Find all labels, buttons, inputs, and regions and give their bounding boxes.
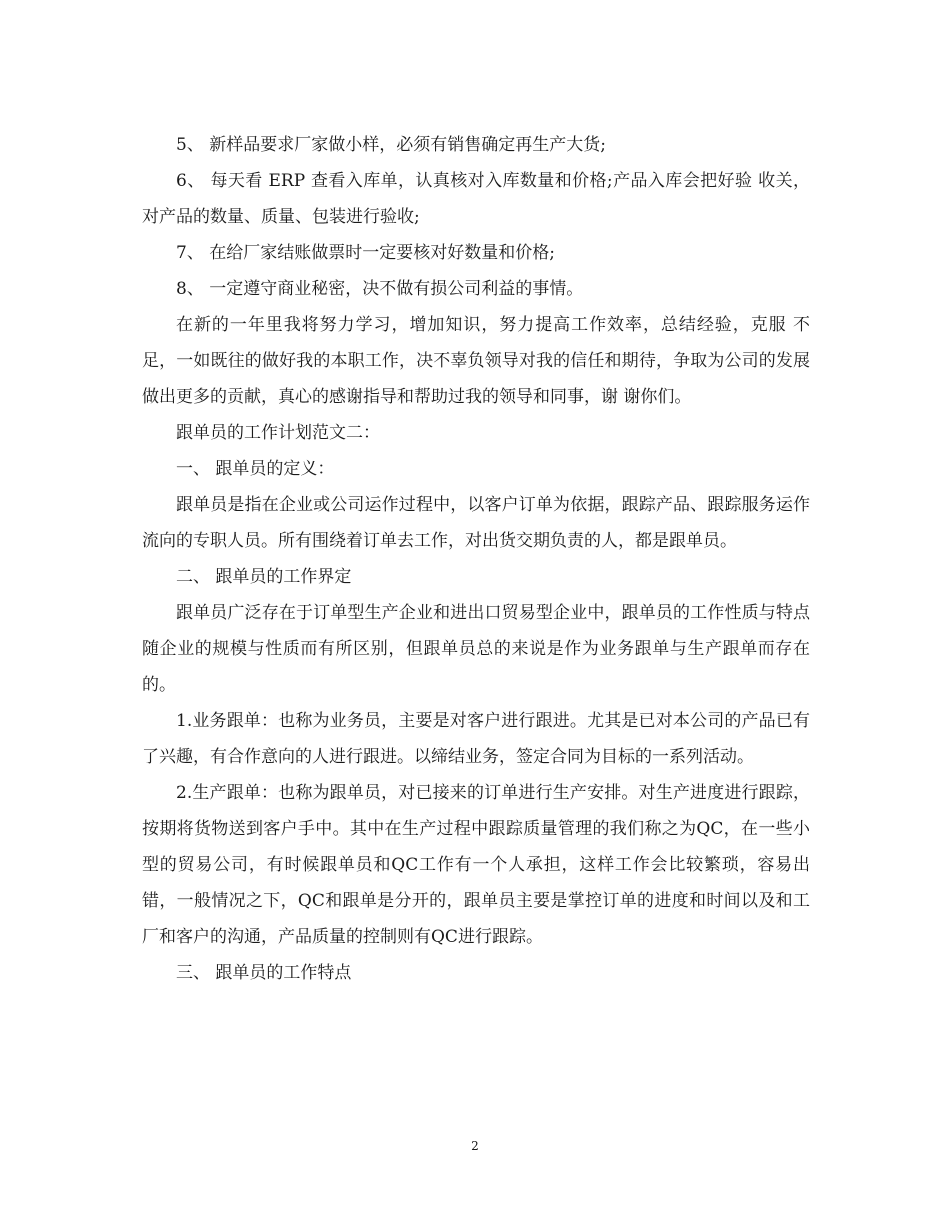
heading-definition: 一、 跟单员的定义：: [176, 459, 335, 479]
paragraph-item-8: 8、 一定遵守商业秘密，决不做有损公司利益的事情。: [176, 279, 584, 299]
paragraph-work-scope: 跟单员广泛存在于订单型生产企业和进出口贸易型企业中，跟单员的工作性质与特点随企业的规模与性质而有所区别，但跟单员总的来说是作为业务跟单与生产跟单而存在的。: [142, 603, 810, 695]
page-number: 2: [471, 1139, 479, 1153]
paragraph-conclusion: 在新的一年里我将努力学习，增加知识，努力提高工作效率，总结经验，克服 不足，一如既往的做好我的本职工作，决不辜负领导对我的信任和期待，争取为公司的发展做出更多的贡献，真心的感谢指导和帮助过我的领导和同事，谢 谢你们。: [142, 315, 810, 407]
section-title-sample-two: 跟单员的工作计划范文二：: [176, 423, 380, 443]
heading-work-scope: 二、 跟单员的工作界定: [176, 567, 352, 587]
page-body: [142, 127, 810, 991]
paragraph-definition: 跟单员是指在企业或公司运作过程中，以客户订单为依据，跟踪产品、跟踪服务运作流向的专职人员。所有围绕着订单去工作，对出货交期负责的人，都是跟单员。: [142, 495, 810, 551]
paragraph-item-5: 5、 新样品要求厂家做小样，必须有销售确定再生产大货;: [176, 135, 606, 155]
paragraph-business-followup: 1.业务跟单：也称为业务员，主要是对客户进行跟进。尤其是已对本公司的产品已有了兴趣，有合作意向的人进行跟进。以缔结业务，签定合同为目标的一系列活动。: [142, 711, 810, 767]
paragraph-item-7: 7、 在给厂家结账做票时一定要核对好数量和价格;: [176, 243, 555, 263]
heading-work-features: 三、 跟单员的工作特点: [176, 963, 352, 983]
paragraph-production-followup: 2.生产跟单：也称为跟单员，对已接来的订单进行生产安排。对生产进度进行跟踪，按期将货物送到客户手中。其中在生产过程中跟踪质量管理的我们称之为QC，在一些小型的贸易公司，有时候跟单员和QC工作有一个人承担，这样工作会比较繁琐，容易出错，一般情况之下，QC和跟单是分开的，跟单员主要是掌控订单的进度和时间以及和工厂和客户的沟通，产品质量的控制则有QC进行跟踪。: [142, 783, 810, 947]
paragraph-item-6: 6、 每天看 ERP 查看入库单，认真核对入库数量和价格;产品入库会把好验 收关，对产品的数量、质量、包装进行验收;: [142, 171, 810, 227]
